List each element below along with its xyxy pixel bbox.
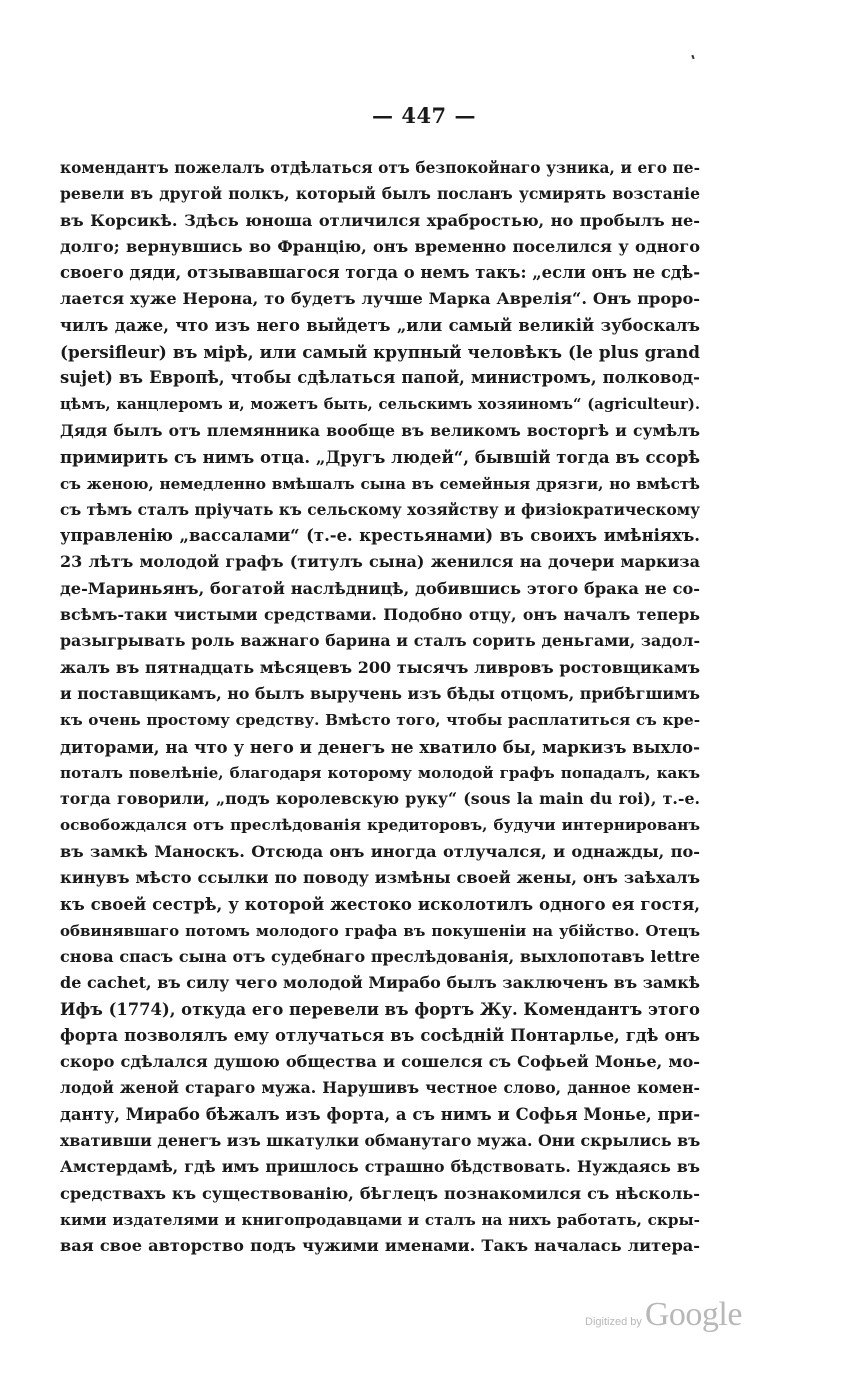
- text-line: лается хуже Нерона, то будетъ лучше Марка Аврелія“. Онъ проро-: [60, 289, 700, 309]
- text-line: кинувъ мѣсто ссылки по поводу измѣны своей жены, онъ заѣхалъ: [60, 868, 700, 888]
- text-line: съ тѣмъ сталъ пріучать къ сельскому хозяйству и физіократическому: [60, 500, 700, 519]
- text-line: чилъ даже, что изъ него выйдетъ „или самый великій зубоскалъ: [60, 315, 700, 335]
- text-line: тогда говорили, „подъ королевскую руку“ (sous la main du roi), т.-е.: [60, 789, 700, 809]
- text-line: къ очень простому средству. Вмѣсто того, чтобы расплатиться съ кре-: [60, 711, 700, 730]
- text-line: снова спасъ сына отъ судебнаго преслѣдованія, выхлопотавъ lettre: [60, 946, 700, 966]
- text-line: sujet) въ Европѣ, чтобы сдѣлаться папой, министромъ, полковод-: [60, 368, 700, 388]
- text-line: жалъ въ пятнадцать мѣсяцевъ 200 тысячъ ливровъ ростовщикамъ: [60, 657, 700, 677]
- text-line: Ифъ (1774), откуда его перевели въ фортъ Жу. Комендантъ этого: [60, 999, 700, 1019]
- text-line: вая свое авторство подъ чужими именами. Такъ началась литера-: [60, 1236, 700, 1256]
- text-line: диторами, на что у него и денегъ не хватило бы, маркизъ выхло-: [60, 736, 700, 757]
- text-line: въ Корсикѣ. Здѣсь юноша отличился храбростью, но пробылъ не-: [60, 210, 700, 230]
- text-line: форта позволялъ ему отлучаться въ сосѣдній Понтарлье, гдѣ онъ: [60, 1025, 700, 1045]
- scan-speck: [691, 55, 694, 59]
- text-line: средствахъ къ существованію, бѣглецъ познакомился съ нѣсколь-: [60, 1183, 700, 1203]
- text-line: (persifleur) въ мірѣ, или самый крупный человѣкъ (le plus grand: [60, 342, 700, 363]
- text-line: долго; вернувшись во Францію, онъ временно поселился у одного: [60, 236, 700, 256]
- google-logo: Google: [644, 1296, 742, 1333]
- digitized-by-google-watermark: [585, 1296, 765, 1340]
- text-line: скоро сдѣлался душою общества и сошелся съ Софьей Монье, мо-: [60, 1052, 700, 1072]
- text-line: съ женою, немедленно вмѣшалъ сына въ семейныя дрязги, но вмѣстѣ: [60, 474, 700, 493]
- text-line: поталъ повелѣніе, благодаря которому молодой графъ попадалъ, какъ: [60, 763, 700, 782]
- text-line: де-Мариньянъ, богатой наслѣдницѣ, добившись этого брака не со-: [60, 578, 700, 598]
- text-line: въ замкѣ Маноскъ. Отсюда онъ иногда отлучался, и однажды, по-: [60, 841, 700, 861]
- text-line: цѣмъ, канцлеромъ и, можетъ быть, сельскимъ хозяиномъ“ (agriculteur).: [60, 395, 700, 413]
- text-line: лодой женой стараго мужа. Нарушивъ честное слово, данное комен-: [60, 1078, 700, 1098]
- text-line: разыгрывать роль важнаго барина и сталъ сорить деньгами, задол-: [60, 631, 700, 651]
- text-line: Дядя былъ отъ племянника вообще въ великомъ восторгѣ и сумѣлъ: [60, 420, 700, 440]
- text-line: кими издателями и книгопродавцами и сталъ на нихъ работать, скры-: [60, 1210, 700, 1229]
- page-number: — 447 —: [372, 103, 476, 128]
- text-line: примирить съ нимъ отца. „Другъ людей“, бывшій тогда въ ссорѣ: [60, 447, 700, 468]
- text-line: ревели въ другой полкъ, который былъ посланъ усмирять возстаніе: [60, 184, 700, 204]
- text-line: къ своей сестрѣ, у которой жестоко исколотилъ одного ея гостя,: [60, 894, 700, 915]
- text-line: хвативши денегъ изъ шкатулки обманутаго мужа. Они скрылись въ: [60, 1130, 700, 1150]
- text-line: управленію „вассалами“ (т.-е. крестьянами) въ своихъ имѣніяхъ.: [60, 526, 700, 546]
- text-line: и поставщикамъ, но былъ выручень изъ бѣды отцомъ, прибѣгшимъ: [60, 683, 700, 703]
- text-line: всѣмъ-таки чистыми средствами. Подобно отцу, онъ началъ теперь: [60, 605, 700, 625]
- text-line: de cachet, въ силу чего молодой Мирабо былъ заключенъ въ замкѣ: [60, 973, 700, 993]
- watermark-prefix: Digitized by: [585, 1316, 642, 1328]
- text-line: обвинявшаго потомъ молодого графа въ покушеніи на убійство. Отецъ: [60, 921, 700, 940]
- text-line: данту, Мирабо бѣжалъ изъ форта, а съ нимъ и Софья Монье, при-: [60, 1104, 700, 1124]
- text-line: своего дяди, отзывавшагося тогда о немъ такъ: „если онъ не сдѣ-: [60, 263, 700, 283]
- body-text: [60, 155, 700, 1259]
- text-line: 23 лѣтъ молодой графъ (титулъ сына) женился на дочери маркиза: [60, 552, 700, 572]
- text-line: освобождался отъ преслѣдованія кредиторовъ, будучи интернированъ: [60, 816, 700, 835]
- text-line: комендантъ пожелалъ отдѣлаться отъ безпокойнаго узника, и его пе-: [60, 159, 700, 177]
- text-line: Амстердамѣ, гдѣ имъ пришлось страшно бѣдствовать. Нуждаясь въ: [60, 1157, 700, 1177]
